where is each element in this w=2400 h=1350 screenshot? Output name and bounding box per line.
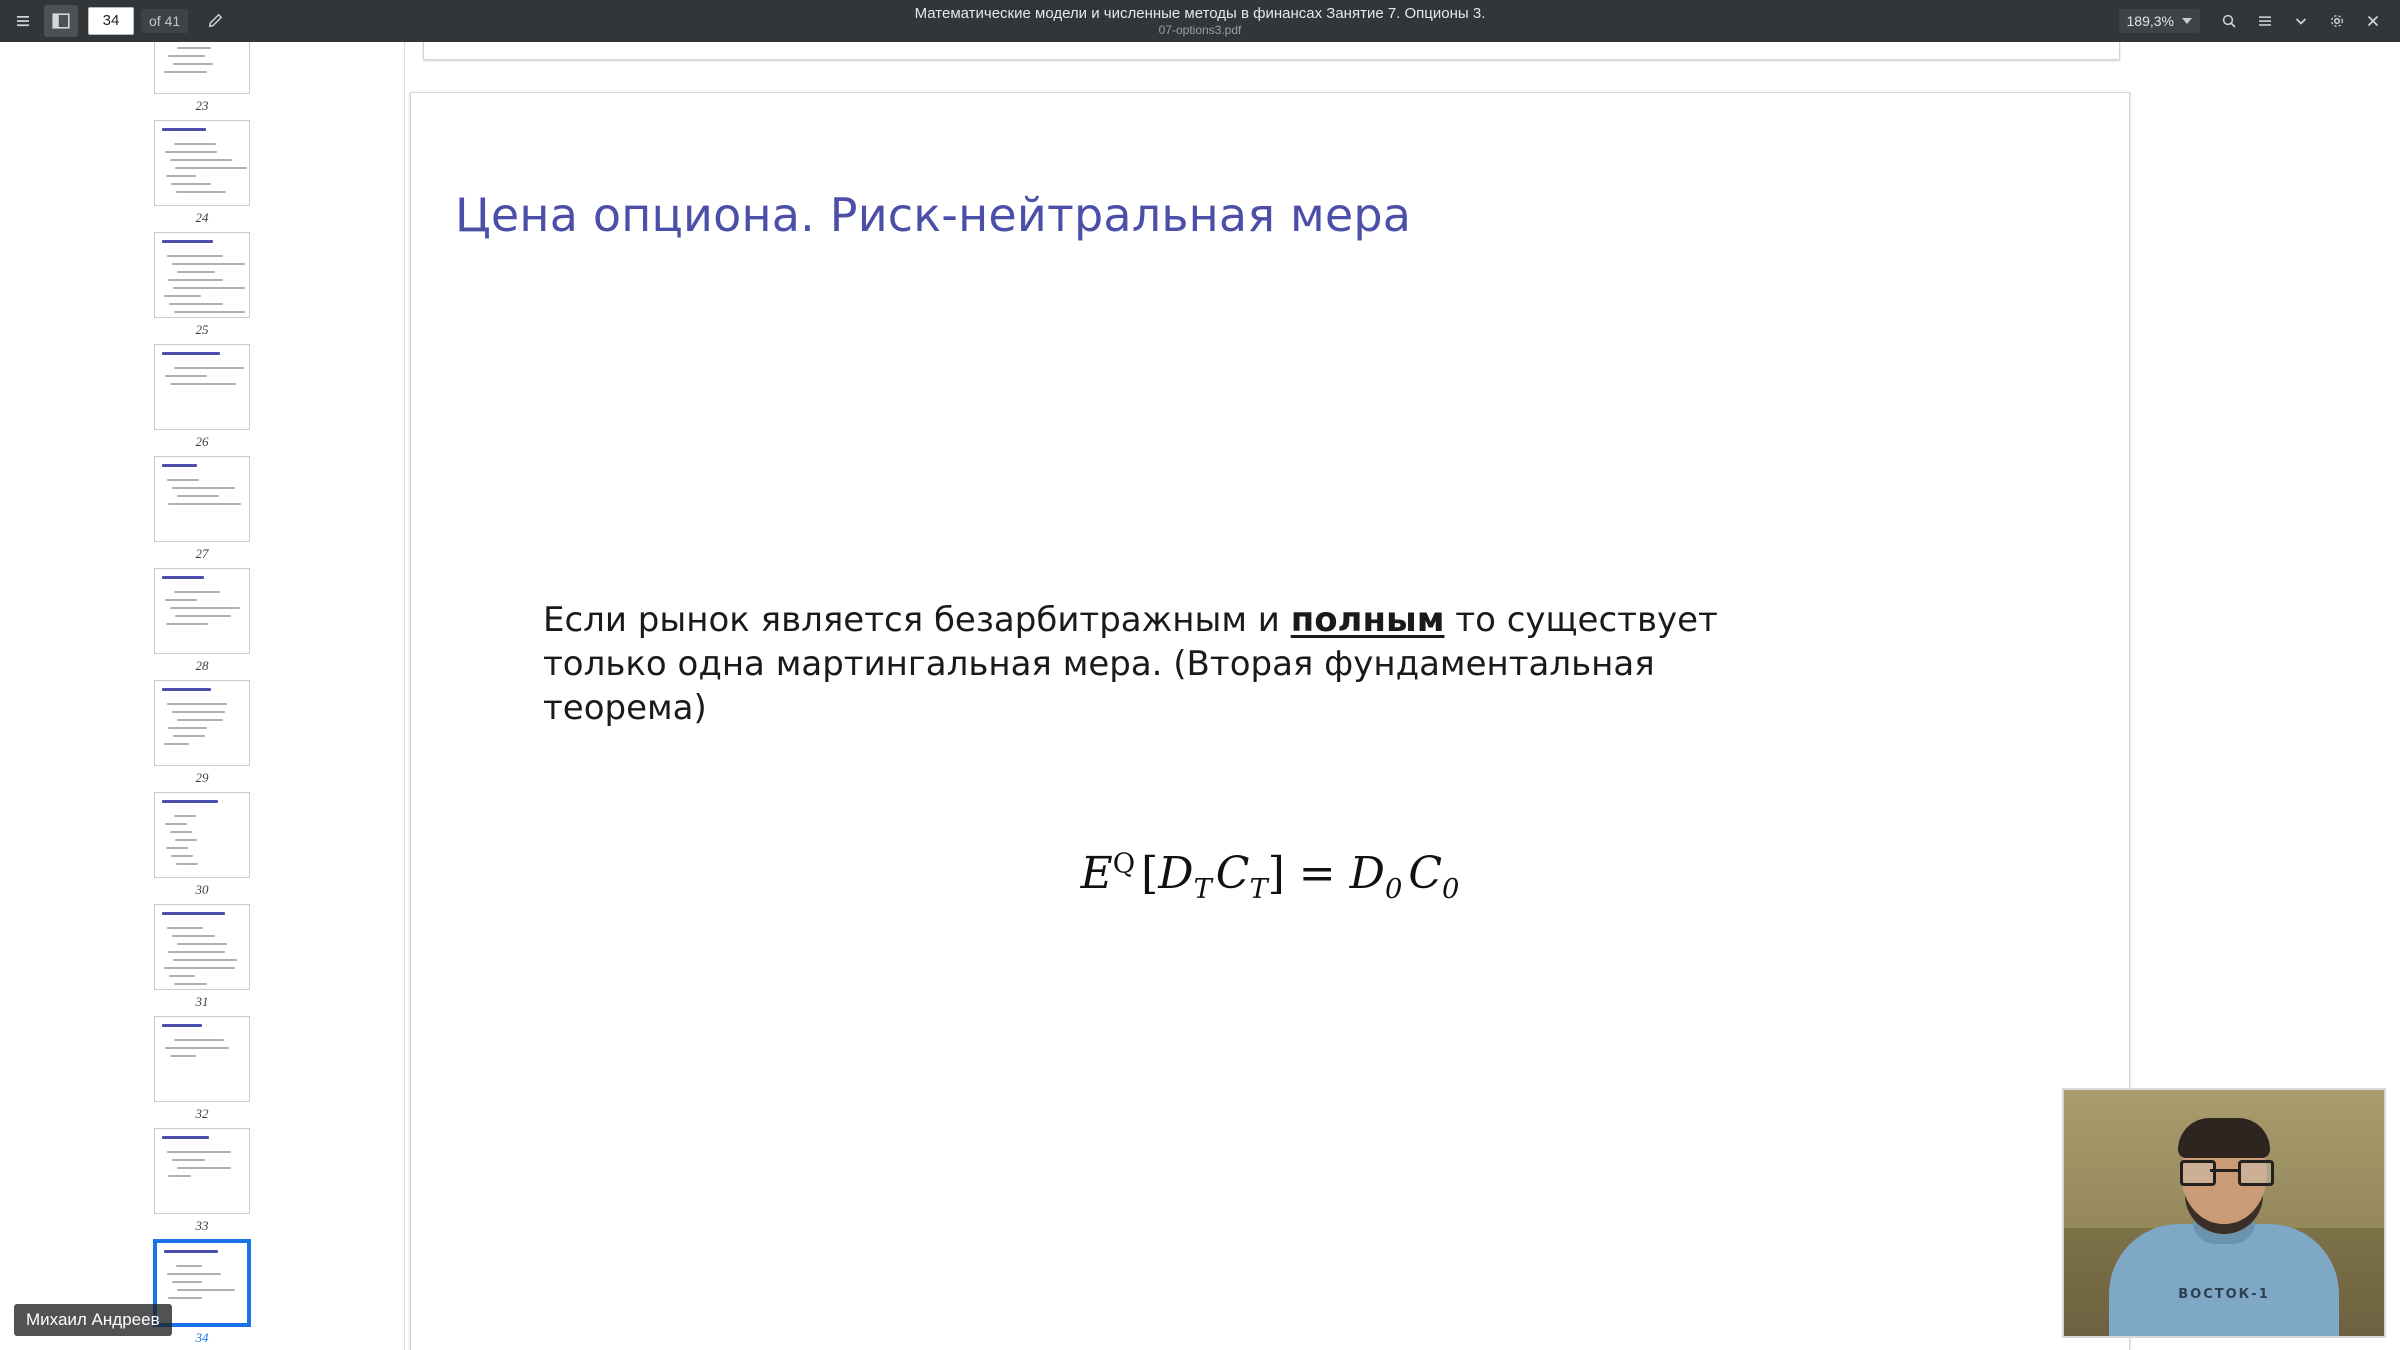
thumbnail-page-number: 25 bbox=[195, 322, 209, 337]
thumbnail-title-line bbox=[162, 912, 225, 915]
formula-c-t: C bbox=[1215, 848, 1250, 899]
glasses-left-lens-icon bbox=[2180, 1160, 2216, 1186]
formula-c-0-sub: 0 bbox=[1441, 873, 1460, 905]
chevron-down-icon bbox=[2182, 18, 2192, 24]
thumbnail-content-line bbox=[169, 975, 195, 977]
search-icon[interactable] bbox=[2212, 5, 2246, 37]
thumbnail-content-line bbox=[170, 383, 236, 385]
hamburger-menu-icon[interactable] bbox=[6, 5, 40, 37]
thumbnail-content-line bbox=[177, 47, 211, 49]
toolbar-title-group bbox=[0, 0, 2400, 42]
thumbnail-content-line bbox=[177, 1289, 235, 1291]
thumbnail-item[interactable] bbox=[0, 792, 404, 910]
thumbnail-preview[interactable] bbox=[154, 232, 250, 318]
thumbnail-content-line bbox=[165, 375, 207, 377]
thumbnail-content-line bbox=[175, 615, 231, 617]
thumbnail-content-line bbox=[168, 951, 225, 953]
formula-expectation: E bbox=[1080, 848, 1113, 899]
formula-c-0: C bbox=[1408, 848, 1442, 899]
thumbnail-content-line bbox=[165, 151, 217, 153]
formula-left-bracket: [ bbox=[1141, 848, 1159, 899]
thumbnail-content-line bbox=[173, 959, 237, 961]
slide-body-part1: Если рынок является безарбитражным и bbox=[543, 600, 1291, 640]
thumbnail-content-line bbox=[164, 71, 207, 73]
thumbnail-item[interactable] bbox=[0, 904, 404, 1022]
formula-d-t-sub: T bbox=[1193, 873, 1212, 905]
thumbnail-item[interactable] bbox=[0, 120, 404, 238]
viewer-body bbox=[0, 42, 2400, 1350]
thumbnail-content-line bbox=[173, 63, 213, 65]
thumbnail-content-line bbox=[167, 1151, 231, 1153]
thumbnail-item[interactable] bbox=[0, 680, 404, 798]
thumbnail-item[interactable] bbox=[0, 232, 404, 350]
thumbnail-preview[interactable] bbox=[154, 1128, 250, 1214]
thumbnail-content-line bbox=[174, 591, 220, 593]
thumbnail-content-line bbox=[170, 607, 240, 609]
thumbnail-page-number: 29 bbox=[195, 770, 209, 785]
slide-body-text bbox=[543, 598, 1793, 731]
thumbnail-content-line bbox=[174, 1039, 224, 1041]
thumbnail-content-line bbox=[167, 1273, 221, 1275]
thumbnail-page-number: 31 bbox=[195, 994, 209, 1009]
thumbnail-preview[interactable] bbox=[154, 792, 250, 878]
thumbnail-page-number: 26 bbox=[195, 434, 209, 449]
thumbnail-content-line bbox=[176, 191, 226, 193]
thumbnail-sidebar[interactable] bbox=[0, 42, 405, 1350]
list-view-icon[interactable] bbox=[2248, 5, 2282, 37]
thumbnail-page-number: 28 bbox=[195, 658, 209, 673]
formula-measure: Q bbox=[1112, 848, 1136, 880]
toolbar-left-group bbox=[0, 5, 232, 37]
thumbnail-content-line bbox=[172, 935, 215, 937]
close-icon[interactable] bbox=[2356, 5, 2390, 37]
thumbnail-item[interactable] bbox=[0, 344, 404, 462]
thumbnail-content-line bbox=[174, 815, 196, 817]
page-navigation bbox=[88, 7, 188, 35]
thumbnail-title-line bbox=[162, 240, 213, 243]
gear-icon[interactable] bbox=[2320, 5, 2354, 37]
thumbnail-preview[interactable] bbox=[154, 456, 250, 542]
thumbnail-content-line bbox=[167, 479, 199, 481]
thumbnail-content-line bbox=[170, 831, 192, 833]
zoom-level-label: 189,3% bbox=[2126, 13, 2174, 29]
thumbnail-content-line bbox=[167, 927, 203, 929]
thumbnail-content-line bbox=[169, 303, 223, 305]
thumbnail-content-line bbox=[168, 503, 241, 505]
thumbnail-content-line bbox=[168, 727, 207, 729]
formula-d-0-sub: 0 bbox=[1384, 873, 1403, 905]
thumbnail-content-line bbox=[168, 1175, 191, 1177]
thumbnail-preview[interactable] bbox=[154, 680, 250, 766]
thumbnail-page-number: 33 bbox=[195, 1218, 209, 1233]
thumbnail-content-line bbox=[166, 623, 208, 625]
webcam-pip[interactable] bbox=[2062, 1088, 2386, 1338]
thumbnail-content-line bbox=[164, 295, 201, 297]
thumbnail-content-line bbox=[175, 839, 197, 841]
thumbnail-page-number: 27 bbox=[195, 546, 209, 561]
thumbnail-content-line bbox=[171, 183, 211, 185]
document-title: Математические модели и численные методы в финансах Занятие 7. Опционы 3. bbox=[914, 5, 1486, 22]
thumbnail-page-number: 30 bbox=[195, 882, 209, 897]
thumbnail-content-line bbox=[174, 311, 245, 313]
thumbnail-title-line bbox=[162, 352, 220, 355]
thumbnail-content-line bbox=[173, 735, 205, 737]
thumbnail-content-line bbox=[177, 943, 227, 945]
document-filename: 07-options3.pdf bbox=[1158, 23, 1242, 37]
slide-body-part2: то существует только одна мартингальная мера. (Вторая фундаментальная теорема) bbox=[543, 600, 1718, 729]
thumbnail-content-line bbox=[172, 1281, 202, 1283]
thumbnail-page-number: 23 bbox=[195, 98, 209, 113]
thumbnail-preview[interactable] bbox=[154, 120, 250, 206]
chevron-down-icon[interactable] bbox=[2284, 5, 2318, 37]
formula-d-0: D bbox=[1349, 848, 1385, 899]
thumbnail-content-line bbox=[172, 263, 245, 265]
thumbnail-content-line bbox=[174, 143, 216, 145]
thumbnail-page-number: 32 bbox=[195, 1106, 209, 1121]
sidebar-panel-icon[interactable] bbox=[44, 5, 78, 37]
thumbnail-item[interactable] bbox=[0, 456, 404, 574]
thumbnail-content-line bbox=[174, 367, 244, 369]
thumbnail-title-line bbox=[162, 576, 204, 579]
thumbnail-content-line bbox=[176, 1265, 202, 1267]
thumbnail-content-line bbox=[175, 167, 247, 169]
pdf-page bbox=[410, 92, 2130, 1350]
thumbnail-preview[interactable] bbox=[154, 568, 250, 654]
thumbnail-content-line bbox=[177, 719, 223, 721]
page-total-label: of 41 bbox=[141, 9, 188, 33]
glasses-right-lens-icon bbox=[2238, 1160, 2274, 1186]
thumbnail-content-line bbox=[167, 703, 227, 705]
pen-icon[interactable] bbox=[198, 5, 232, 37]
slide-body-emphasis: полным bbox=[1290, 600, 1445, 640]
thumbnail-content-line bbox=[168, 279, 223, 281]
slide-formula bbox=[411, 848, 2129, 905]
slide-title: Цена опциона. Риск-нейтральная мера bbox=[455, 188, 1412, 242]
thumbnail-content-line bbox=[173, 287, 245, 289]
thumbnail-item[interactable] bbox=[0, 1128, 404, 1246]
thumbnail-content-line bbox=[166, 847, 188, 849]
thumbnail-content-line bbox=[172, 711, 225, 713]
thumbnail-preview[interactable] bbox=[154, 904, 250, 990]
webcam-shirt-text: ВОСТОК-1 bbox=[2178, 1287, 2270, 1302]
thumbnail-item[interactable] bbox=[0, 1016, 404, 1134]
thumbnail-title-line bbox=[162, 1136, 209, 1139]
thumbnail-title-line bbox=[162, 800, 218, 803]
toolbar-right-group bbox=[2119, 5, 2400, 37]
thumbnail-preview[interactable] bbox=[154, 1016, 250, 1102]
thumbnail-item[interactable] bbox=[0, 42, 404, 126]
presenter-name-badge: Михаил Андреев bbox=[14, 1304, 172, 1336]
page-viewport[interactable] bbox=[405, 42, 2400, 1350]
zoom-control[interactable] bbox=[2119, 9, 2200, 33]
thumbnail-content-line bbox=[177, 1167, 231, 1169]
thumbnail-content-line bbox=[176, 863, 198, 865]
thumbnail-title-line bbox=[162, 128, 206, 131]
toolbar bbox=[0, 0, 2400, 42]
thumbnail-content-line bbox=[167, 255, 223, 257]
previous-page-edge bbox=[423, 42, 2120, 60]
thumbnail-content-line bbox=[177, 271, 215, 273]
thumbnail-item[interactable] bbox=[0, 568, 404, 686]
thumbnail-content-line bbox=[174, 983, 207, 985]
formula-equals: = bbox=[1298, 848, 1336, 899]
webcam-person-hair bbox=[2178, 1118, 2270, 1158]
thumbnail-page-number: 34 bbox=[195, 1330, 209, 1345]
thumbnail-content-line bbox=[164, 743, 189, 745]
thumbnail-content-line bbox=[165, 599, 197, 601]
thumbnail-content-line bbox=[170, 1055, 196, 1057]
thumbnail-content-line bbox=[168, 1297, 202, 1299]
thumbnail-content-line bbox=[165, 823, 187, 825]
thumbnail-content-line bbox=[168, 55, 205, 57]
thumbnail-content-line bbox=[171, 855, 193, 857]
thumbnail-title-line bbox=[164, 1250, 218, 1253]
thumbnail-content-line bbox=[172, 487, 235, 489]
thumbnail-title-line bbox=[162, 688, 211, 691]
formula-c-t-sub: T bbox=[1249, 873, 1268, 905]
glasses-bridge-icon bbox=[2210, 1169, 2238, 1172]
thumbnail-content-line bbox=[172, 1159, 205, 1161]
thumbnail-content-line bbox=[166, 175, 196, 177]
thumbnail-title-line bbox=[162, 464, 197, 467]
formula-d-t: D bbox=[1158, 848, 1194, 899]
thumbnail-page-number: 24 bbox=[195, 210, 209, 225]
thumbnail-content-line bbox=[170, 159, 232, 161]
thumbnail-preview[interactable] bbox=[154, 42, 250, 94]
thumbnail-preview[interactable] bbox=[154, 344, 250, 430]
formula-right-bracket: ] bbox=[1267, 848, 1285, 899]
thumbnail-content-line bbox=[177, 495, 219, 497]
thumbnail-content-line bbox=[165, 1047, 229, 1049]
page-number-input[interactable]: 34 bbox=[88, 7, 134, 35]
thumbnail-list[interactable] bbox=[0, 42, 404, 1350]
thumbnail-title-line bbox=[162, 1024, 202, 1027]
thumbnail-content-line bbox=[164, 967, 235, 969]
